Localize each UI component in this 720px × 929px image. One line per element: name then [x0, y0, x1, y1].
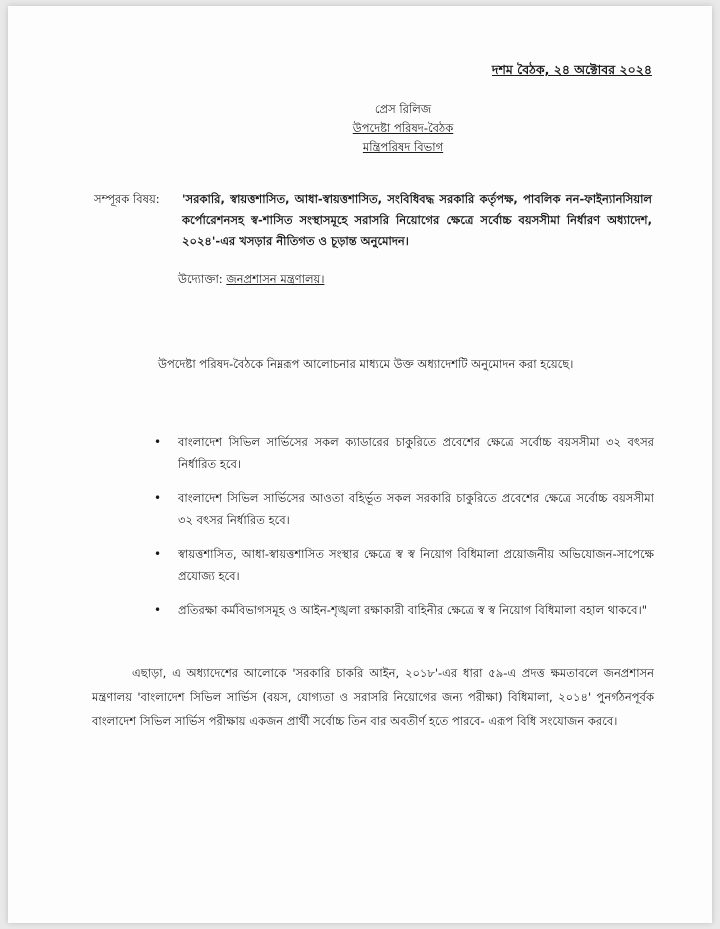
list-item [148, 543, 654, 587]
list-item [148, 487, 654, 531]
document-page [8, 6, 712, 923]
intro-paragraph: উপদেষ্টা পরিষদ-বৈঠকে নিম্নরূপ আলোচনার মাধ্যমে উক্ত অধ্যাদেশটি অনুমোদন করা হয়েছে। [158, 357, 574, 371]
list-item [148, 431, 654, 475]
initiator-value: জনপ্রশাসন মন্ত্রণালয়। [226, 272, 325, 286]
initiator-line [178, 271, 324, 290]
list-item-text: প্রতিরক্ষা কর্মবিভাগসমূহ ও আইন-শৃঙ্খলা রক্ষাকারী বাহিনীর ক্ষেত্রে স্ব স্ব নিয়োগ বিধিমালা বহাল থাকবে।" [178, 603, 647, 617]
division-name: মন্ত্রিপরিষদ বিভাগ [362, 140, 444, 154]
list-item-text: বাংলাদেশ সিভিল সার্ভিসের সকল ক্যাডারের চাকুরিতে প্রবেশের ক্ষেত্রে সর্বোচ্চ বয়সসীমা ৩২ বৎসর নির্ধারিত হবে। [178, 435, 654, 471]
list-item [148, 599, 654, 621]
bullet-icon: • [154, 603, 162, 617]
bullet-icon: • [154, 547, 162, 561]
initiator-label: উদ্যোক্তা: [178, 272, 223, 286]
list-item-text: বাংলাদেশ সিভিল সার্ভিসের আওতা বহির্ভূত সকল সরকারি চাকুরিতে প্রবেশের ক্ষেত্রে সর্বোচ্চ বয়সসীমা ৩২ বৎসর নির্ধারিত হবে। [178, 491, 654, 527]
press-release-title: প্রেস রিলিজ [374, 102, 432, 116]
list-item-text: স্বায়ত্তশাসিত, আধা-স্বায়ত্তশাসিত সংস্থার ক্ষেত্রে স্ব স্ব নিয়োগ বিধিমালা প্রয়োজনীয় অভিযোজন-সাপেক্ষে প্রযোজ্য হবে। [178, 547, 654, 583]
meeting-date: দশম বৈঠক, ২৪ অক্টোবর ২০২৪ [491, 62, 652, 77]
subject-text: 'সরকারি, স্বায়ত্তশাসিত, আধা-স্বায়ত্তশাসিত, সংবিধিবদ্ধ সরকারি কর্তৃপক্ষ, পাবলিক নন-ফাইন্যানসিয়াল কর্পোরেশনসহ স্ব-শাসিত সংস্থাসমূহে সরাসরি নিয়োগের ক্ষেত্রে সর্বোচ্চ বয়সসীমা নির্ধারণ অধ্যাদেশ, ২০২৪'-এর খসড়ার নীতিগত ও চূড়ান্ত অনুমোদন। [182, 192, 652, 248]
bullet-icon: • [154, 435, 162, 449]
subject-label: সম্পূরক বিষয়: [94, 192, 160, 206]
council-meeting-title: উপদেষ্টা পরিষদ-বৈঠক [352, 121, 454, 135]
decision-list [148, 431, 654, 633]
bullet-icon: • [154, 491, 162, 505]
press-release-header [308, 100, 498, 157]
closing-paragraph: এছাড়া, এ অধ্যাদেশের আলোকে 'সরকারি চাকরি আইন, ২০১৮'-এর ধারা ৫৯-এ প্রদত্ত ক্ষমতাবলে জনপ্রশাসন মন্ত্রণালয় 'বাংলাদেশ সিভিল সার্ভিস (বয়স, যোগ্যতা ও সরাসরি নিয়োগের জন্য পরীক্ষা) বিধিমালা, ২০১৪' পুনর্গঠনপূর্বক বাংলাদেশ সিভিল সার্ভিস পরীক্ষায় একজন প্রার্থী সর্বোচ্চ তিন বার অবতীর্ণ হতে পারবে- এরূপ বিধি সংযোজন করবে। [92, 666, 654, 728]
